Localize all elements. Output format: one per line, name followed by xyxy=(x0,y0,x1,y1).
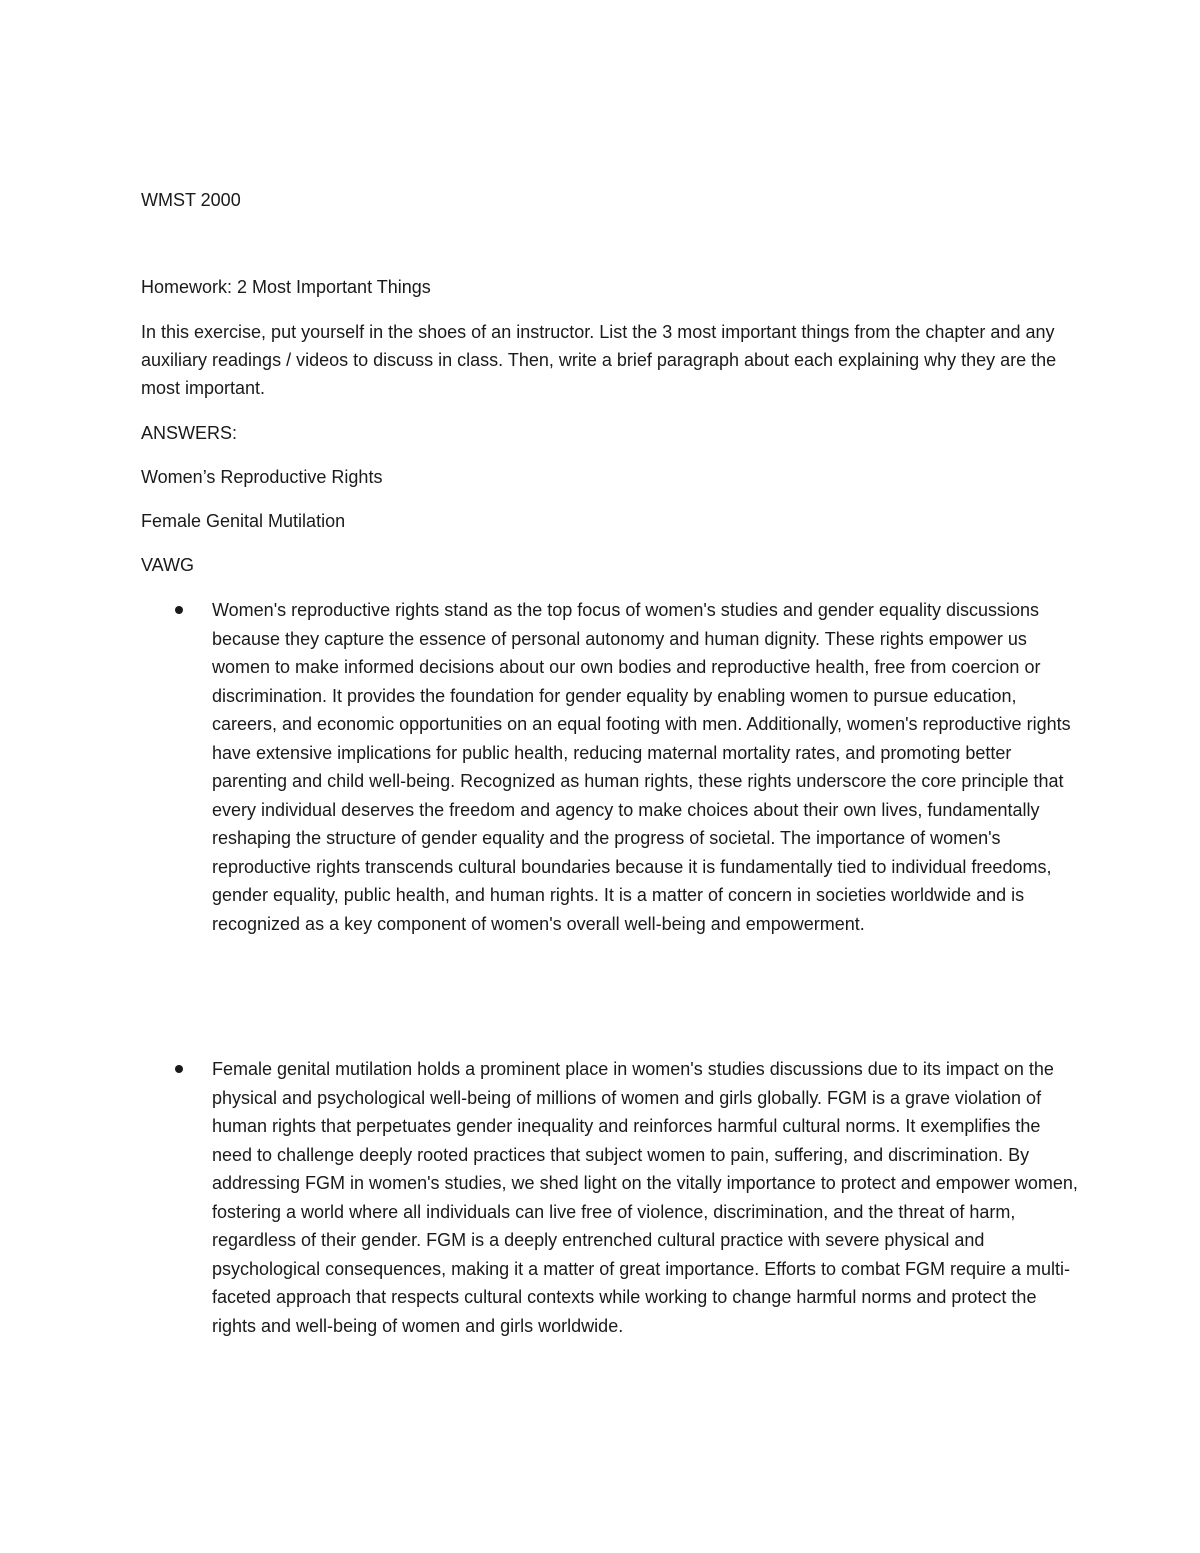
topic-item: Female Genital Mutilation xyxy=(141,511,346,531)
answers-heading: ANSWERS: xyxy=(141,423,238,443)
topic-item: Women’s Reproductive Rights xyxy=(141,467,383,487)
bullet-icon xyxy=(175,606,183,614)
bullet-list-item xyxy=(141,596,1081,938)
paragraph-fgm: Female genital mutilation holds a prominent place in women's studies discussions due to its impact on the physical and psychological well-being of millions of women and girls globally. FGM is a grave violation of human rights that perpetuates gender inequality and reinforces harmful cultural norms. It exemplifies the need to challenge deeply rooted practices that subject women to pain, suffering, and discrimination. By addressing FGM in women's studies, we shed light on the vitally importance to protect and empower women, fostering a world where all individuals can live free of violence, discrimination, and the threat of harm, regardless of their gender. FGM is a deeply entrenched cultural practice with severe physical and psychological consequences, making it a matter of great importance. Efforts to combat FGM require a multi-faceted approach that respects cultural contexts while working to change harmful norms and protect the rights and well-being of women and girls worldwide. xyxy=(212,1059,1078,1336)
instructions-paragraph: In this exercise, put yourself in the shoes of an instructor. List the 3 most important things from the chapter and any auxiliary readings / videos to discuss in class. Then, write a brief paragraph about each explaining why they are the most important. xyxy=(141,322,1057,398)
course-code: WMST 2000 xyxy=(141,190,241,210)
bullet-icon xyxy=(175,1065,183,1073)
bullet-list-item xyxy=(141,1055,1081,1340)
homework-title: Homework: 2 Most Important Things xyxy=(141,277,431,297)
topic-item: VAWG xyxy=(141,555,194,575)
paragraph-reproductive-rights: Women's reproductive rights stand as the top focus of women's studies and gender equality discussions because they capture the essence of personal autonomy and human dignity. These rights empower us women to make informed decisions about our own bodies and reproductive health, free from coercion or discrimination. It provides the foundation for gender equality by enabling women to pursue education, careers, and economic opportunities on an equal footing with men. Additionally, women's reproductive rights have extensive implications for public health, reducing maternal mortality rates, and promoting better parenting and child well-being. Recognized as human rights, these rights underscore the core principle that every individual deserves the freedom and agency to make choices about their own lives, fundamentally reshaping the structure of gender equality and the progress of societal. The importance of women's reproductive rights transcends cultural boundaries because it is fundamentally tied to individual freedoms, gender equality, public health, and human rights. It is a matter of concern in societies worldwide and is recognized as a key component of women's overall well-being and empowerment. xyxy=(212,600,1071,934)
